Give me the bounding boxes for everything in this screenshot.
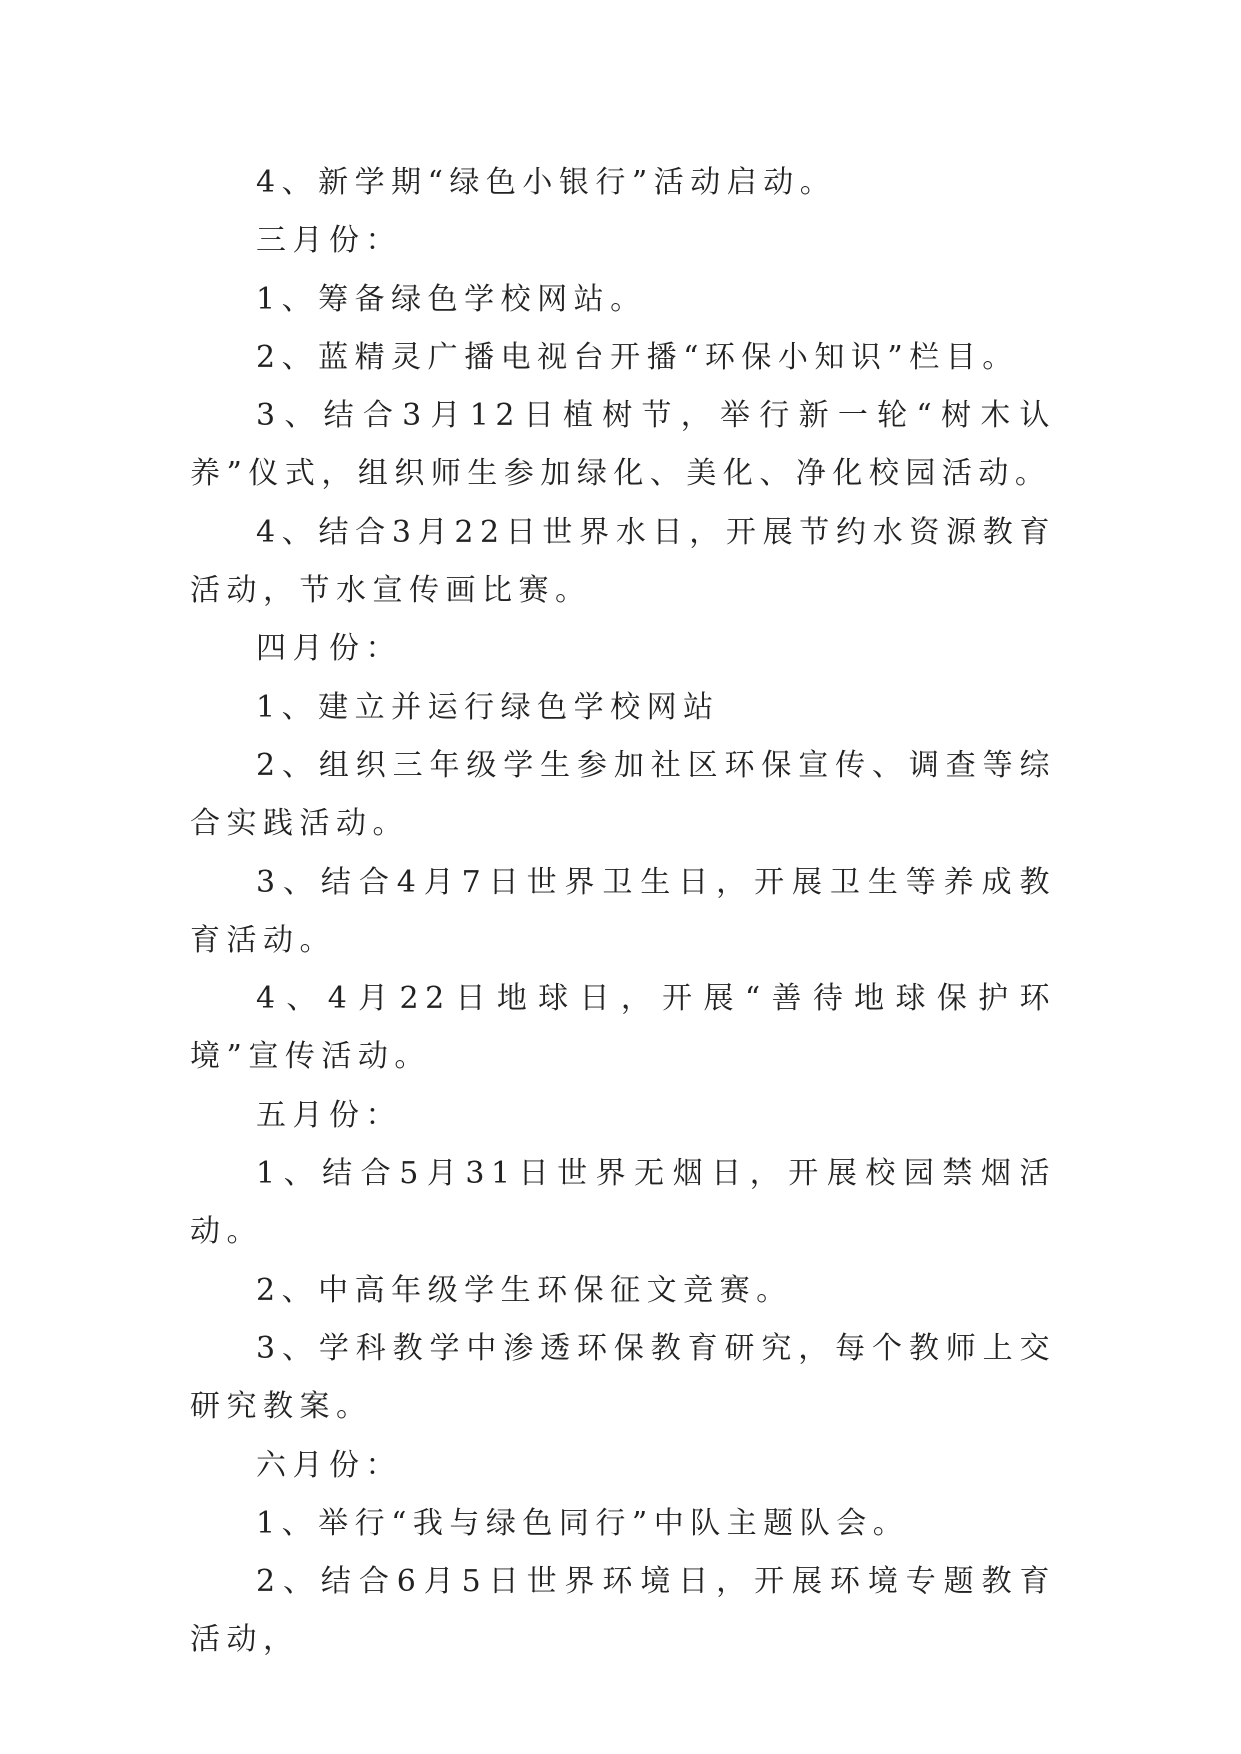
list-item-may-2: 2、中高年级学生环保征文竞赛。 [256,1272,793,1308]
list-item-march-4: 4、结合3月22日世界水日，开展节约水资源教育活动，节水宣传画比赛。 [190,514,1056,609]
list-item-new-term-green-bank: 4、新学期“绿色小银行”活动启动。 [256,165,837,200]
list-item-march-1: 1、筹备绿色学校网站。 [256,281,647,317]
list-item-june-2: 2、结合6月5日世界环境日，开展环境专题教育活动， [190,1564,1056,1658]
section-heading-march: 三月份： [256,223,402,259]
list-item-june-1: 1、举行“我与绿色同行”中队主题队会。 [256,1505,910,1541]
section-heading-may: 五月份： [256,1097,402,1133]
list-item-april-4: 4、4月22日地球日，开展“善待地球保护环境”宣传活动。 [190,981,1056,1075]
list-item-april-3: 3、结合4月7日世界卫生日，开展卫生等养成教育活动。 [190,864,1056,958]
list-item-march-2: 2、蓝精灵广播电视台开播“环保小知识”栏目。 [256,339,1019,375]
list-item-april-2: 2、组织三年级学生参加社区环保宣传、调查等综合实践活动。 [190,747,1056,842]
document-body [190,154,1056,1670]
list-item-may-3: 3、学科教学中渗透环保教育研究，每个教师上交研究教案。 [190,1330,1056,1425]
list-item-march-3: 3、结合3月12日植树节，举行新一轮“树木认养”仪式，组织师生参加绿化、美化、净化校园活动。 [190,398,1056,492]
section-heading-june: 六月份： [256,1447,402,1483]
section-heading-april: 四月份： [256,631,402,667]
list-item-may-1: 1、结合5月31日世界无烟日，开展校园禁烟活动。 [190,1156,1056,1250]
list-item-april-1: 1、建立并运行绿色学校网站 [256,689,720,725]
